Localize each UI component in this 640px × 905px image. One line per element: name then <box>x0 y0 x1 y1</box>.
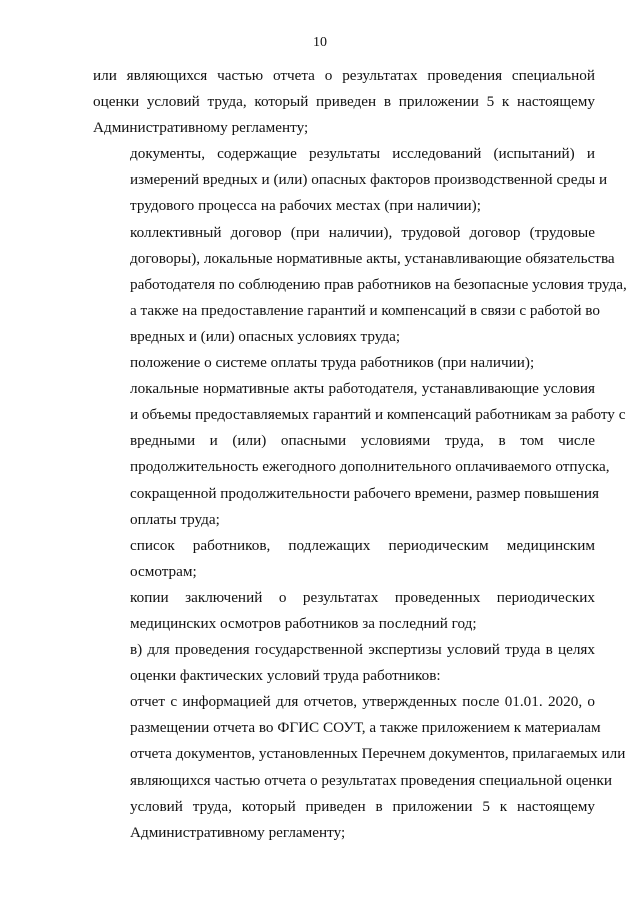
text-line: а также на предоставление гарантий и компенсаций в связи с работой во <box>130 301 600 319</box>
text-line: осмотрам; <box>130 562 197 580</box>
text-line: медицинских осмотров работников за последний год; <box>130 614 477 632</box>
text-line: трудового процесса на рабочих местах (при наличии); <box>130 197 481 215</box>
text-line: локальные нормативные акты работодателя, устанавливающие условия <box>130 380 595 398</box>
text-line: копии заключений о результатах проведенных периодических <box>130 588 595 606</box>
text-line: положение о системе оплаты труда работников (при наличии); <box>130 354 535 372</box>
text-line: вредными и (или) опасными условиями труда, в том числе <box>130 432 595 450</box>
paragraph <box>93 220 627 350</box>
text-line: в) для проведения государственной экспертизы условий труда в целях <box>130 641 595 659</box>
text-line: оценки условий труда, который приведен в приложении 5 к настоящему <box>93 93 595 111</box>
text-line: сокращенной продолжительности рабочего времени, размер повышения <box>130 484 599 502</box>
text-line: работодателя по соблюдению прав работников на безопасные условия труда, <box>130 275 627 293</box>
text-line: или являющихся частью отчета о результатах проведения специальной <box>93 67 595 84</box>
text-line: договоры), локальные нормативные акты, устанавливающие обязательства <box>130 249 615 267</box>
page-number: 10 <box>313 35 327 50</box>
document-body <box>93 63 627 846</box>
text-line: продолжительность ежегодного дополнительного оплачиваемого отпуска, <box>130 458 610 476</box>
text-line: размещении отчета во ФГИС СОУТ, а также приложением к материалам <box>130 719 601 737</box>
paragraph <box>93 637 595 689</box>
text-line: Административному регламенту; <box>130 823 346 841</box>
paragraph <box>93 533 595 585</box>
text-line: оплаты труда; <box>130 510 220 528</box>
paragraph <box>93 585 595 637</box>
text-line: отчет с информацией для отчетов, утвержденных после 01.01. 2020, о <box>130 693 595 711</box>
paragraph <box>93 350 595 376</box>
paragraph <box>93 689 626 846</box>
text-line: список работников, подлежащих периодическим медицинским <box>130 536 595 554</box>
text-line: коллективный договор (при наличии), трудовой договор (трудовые <box>130 223 595 241</box>
paragraph <box>93 141 608 219</box>
paragraph <box>93 63 595 141</box>
text-line: Административному регламенту; <box>93 119 309 137</box>
text-line: измерений вредных и (или) опасных факторов производственной среды и <box>130 171 608 189</box>
text-line: являющихся частью отчета о результатах проведения специальной оценки <box>130 771 612 789</box>
paragraph <box>93 376 626 533</box>
text-line: оценки фактических условий труда работников: <box>130 667 441 685</box>
text-line: отчета документов, установленных Перечнем документов, прилагаемых или <box>130 745 626 763</box>
text-line: и объемы предоставляемых гарантий и компенсаций работникам за работу с <box>130 406 626 424</box>
text-line: документы, содержащие результаты исследований (испытаний) и <box>130 145 595 163</box>
text-line: условий труда, который приведен в приложении 5 к настоящему <box>130 797 595 815</box>
text-line: вредных и (или) опасных условиях труда; <box>130 327 401 345</box>
